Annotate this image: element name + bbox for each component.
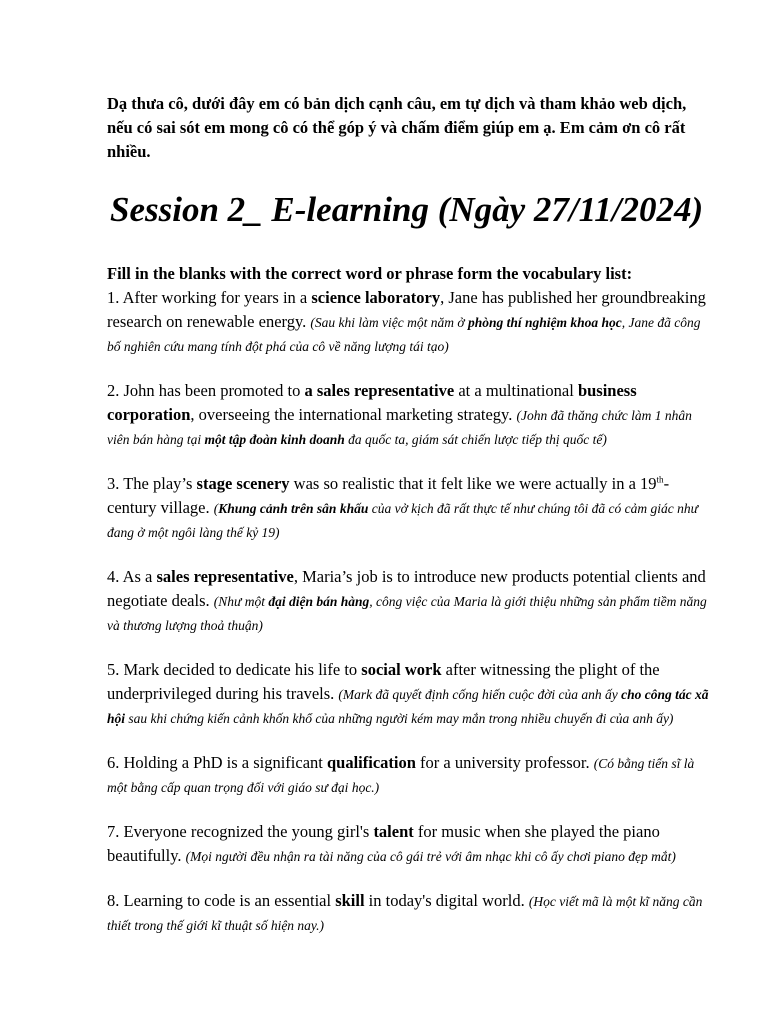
exercise-item-6: 6. Holding a PhD is a significant qualification for a university professor. (Có bằng tiến sĩ là một bằng cấp quan trọng đối với giáo sư đại học.) xyxy=(107,753,695,795)
answer-term: sales representative xyxy=(156,567,294,586)
translation: (Học viết mã là một kĩ năng cần thiết trong thế giới kĩ thuật số hiện nay.) xyxy=(107,894,703,933)
answer-term: skill xyxy=(335,891,365,910)
translation: (Mark đã quyết định cống hiến cuộc đời của anh ấy cho công tác xã hội sau khi chứng kiến cảnh khốn khổ của những người kém may mắn trong nhiều chuyến đi của anh ấy) xyxy=(107,687,709,726)
translation: (Sau khi làm việc một năm ở phòng thí nghiệm khoa học, Jane đã công bố nghiên cứu mang tính đột phá của cô về năng lượng tái tạo) xyxy=(107,315,701,354)
exercise-item-3: 3. The play’s stage scenery was so realistic that it felt like we were actually in a 19th-century village. (Khung cảnh trên sân khấu của vở kịch đã rất thực tế như chúng tôi đã có cảm giác như đang ở một ngôi làng thế kỷ 19) xyxy=(107,474,698,540)
document-page xyxy=(107,92,712,958)
exercise-item-5: 5. Mark decided to dedicate his life to social work after witnessing the plight of the underprivileged during his travels. (Mark đã quyết định cống hiến cuộc đời của anh ấy cho công tác xã hội sau khi chứng kiến cảnh khốn khổ của những người kém may mắn trong nhiều chuyến đi của anh ấy) xyxy=(107,660,709,726)
translation: (Khung cảnh trên sân khấu của vở kịch đã rất thực tế như chúng tôi đã có cảm giác như đang ở một ngôi làng thế kỷ 19) xyxy=(107,501,698,540)
exercise-item-2: 2. John has been promoted to a sales representative at a multinational business corporation, overseeing the international marketing strategy. (John đã thăng chức làm 1 nhân viên bán hàng tại một tập đoàn kinh doanh đa quốc ta, giám sát chiến lược tiếp thị quốc tế) xyxy=(107,381,692,447)
answer-term: qualification xyxy=(326,753,416,772)
answer-term: social work xyxy=(361,660,442,679)
answer-term: a sales representative xyxy=(304,381,455,400)
answer-term: talent xyxy=(373,822,414,841)
exercise-item-7: 7. Everyone recognized the young girl's talent for music when she played the piano beautifully. (Mọi người đều nhận ra tài năng của cô gái trẻ với âm nhạc khi cô ấy chơi piano đẹp mắt) xyxy=(107,822,676,865)
intro-note: Dạ thưa cô, dưới đây em có bản dịch cạnh câu, em tự dịch và tham khảo web dịch, nếu có sai sót em mong cô có thể góp ý và chấm điểm giúp em ạ. Em cảm ơn cô rất nhiều. xyxy=(107,94,687,161)
exercise-item-8: 8. Learning to code is an essential skill in today's digital world. (Học viết mã là một kĩ năng cần thiết trong thế giới kĩ thuật số hiện nay.) xyxy=(107,891,703,933)
answer-term: stage scenery xyxy=(196,474,290,493)
answer-term: business corporation xyxy=(107,381,637,424)
instruction: Fill in the blanks with the correct word or phrase form the vocabulary list: xyxy=(107,264,633,283)
translation: (Như một đại diện bán hàng, công việc của Maria là giới thiệu những sản phẩm tiềm năng và thương lượng thoả thuận) xyxy=(107,594,707,633)
exercise-item-4: 4. As a sales representative, Maria’s job is to introduce new products potential clients and negotiate deals. (Như một đại diện bán hàng, công việc của Maria là giới thiệu những sản phẩm tiềm năng và thương lượng thoả thuận) xyxy=(107,567,707,633)
answer-term: science laboratory xyxy=(311,288,441,307)
translation: (Mọi người đều nhận ra tài năng của cô gái trẻ với âm nhạc khi cô ấy chơi piano đẹp mắt) xyxy=(185,849,676,864)
translation: (Có bằng tiến sĩ là một bằng cấp quan trọng đối với giáo sư đại học.) xyxy=(107,756,695,795)
translation: (John đã thăng chức làm 1 nhân viên bán hàng tại một tập đoàn kinh doanh đa quốc ta, giám sát chiến lược tiếp thị quốc tế) xyxy=(107,408,692,447)
exercise-item-1: 1. After working for years in a science laboratory, Jane has published her groundbreaking research on renewable energy. (Sau khi làm việc một năm ở phòng thí nghiệm khoa học, Jane đã công bố nghiên cứu mang tính đột phá của cô về năng lượng tái tạo) xyxy=(107,288,706,354)
page-title: Session 2_ E-learning (Ngày 27/11/2024) xyxy=(110,190,704,229)
